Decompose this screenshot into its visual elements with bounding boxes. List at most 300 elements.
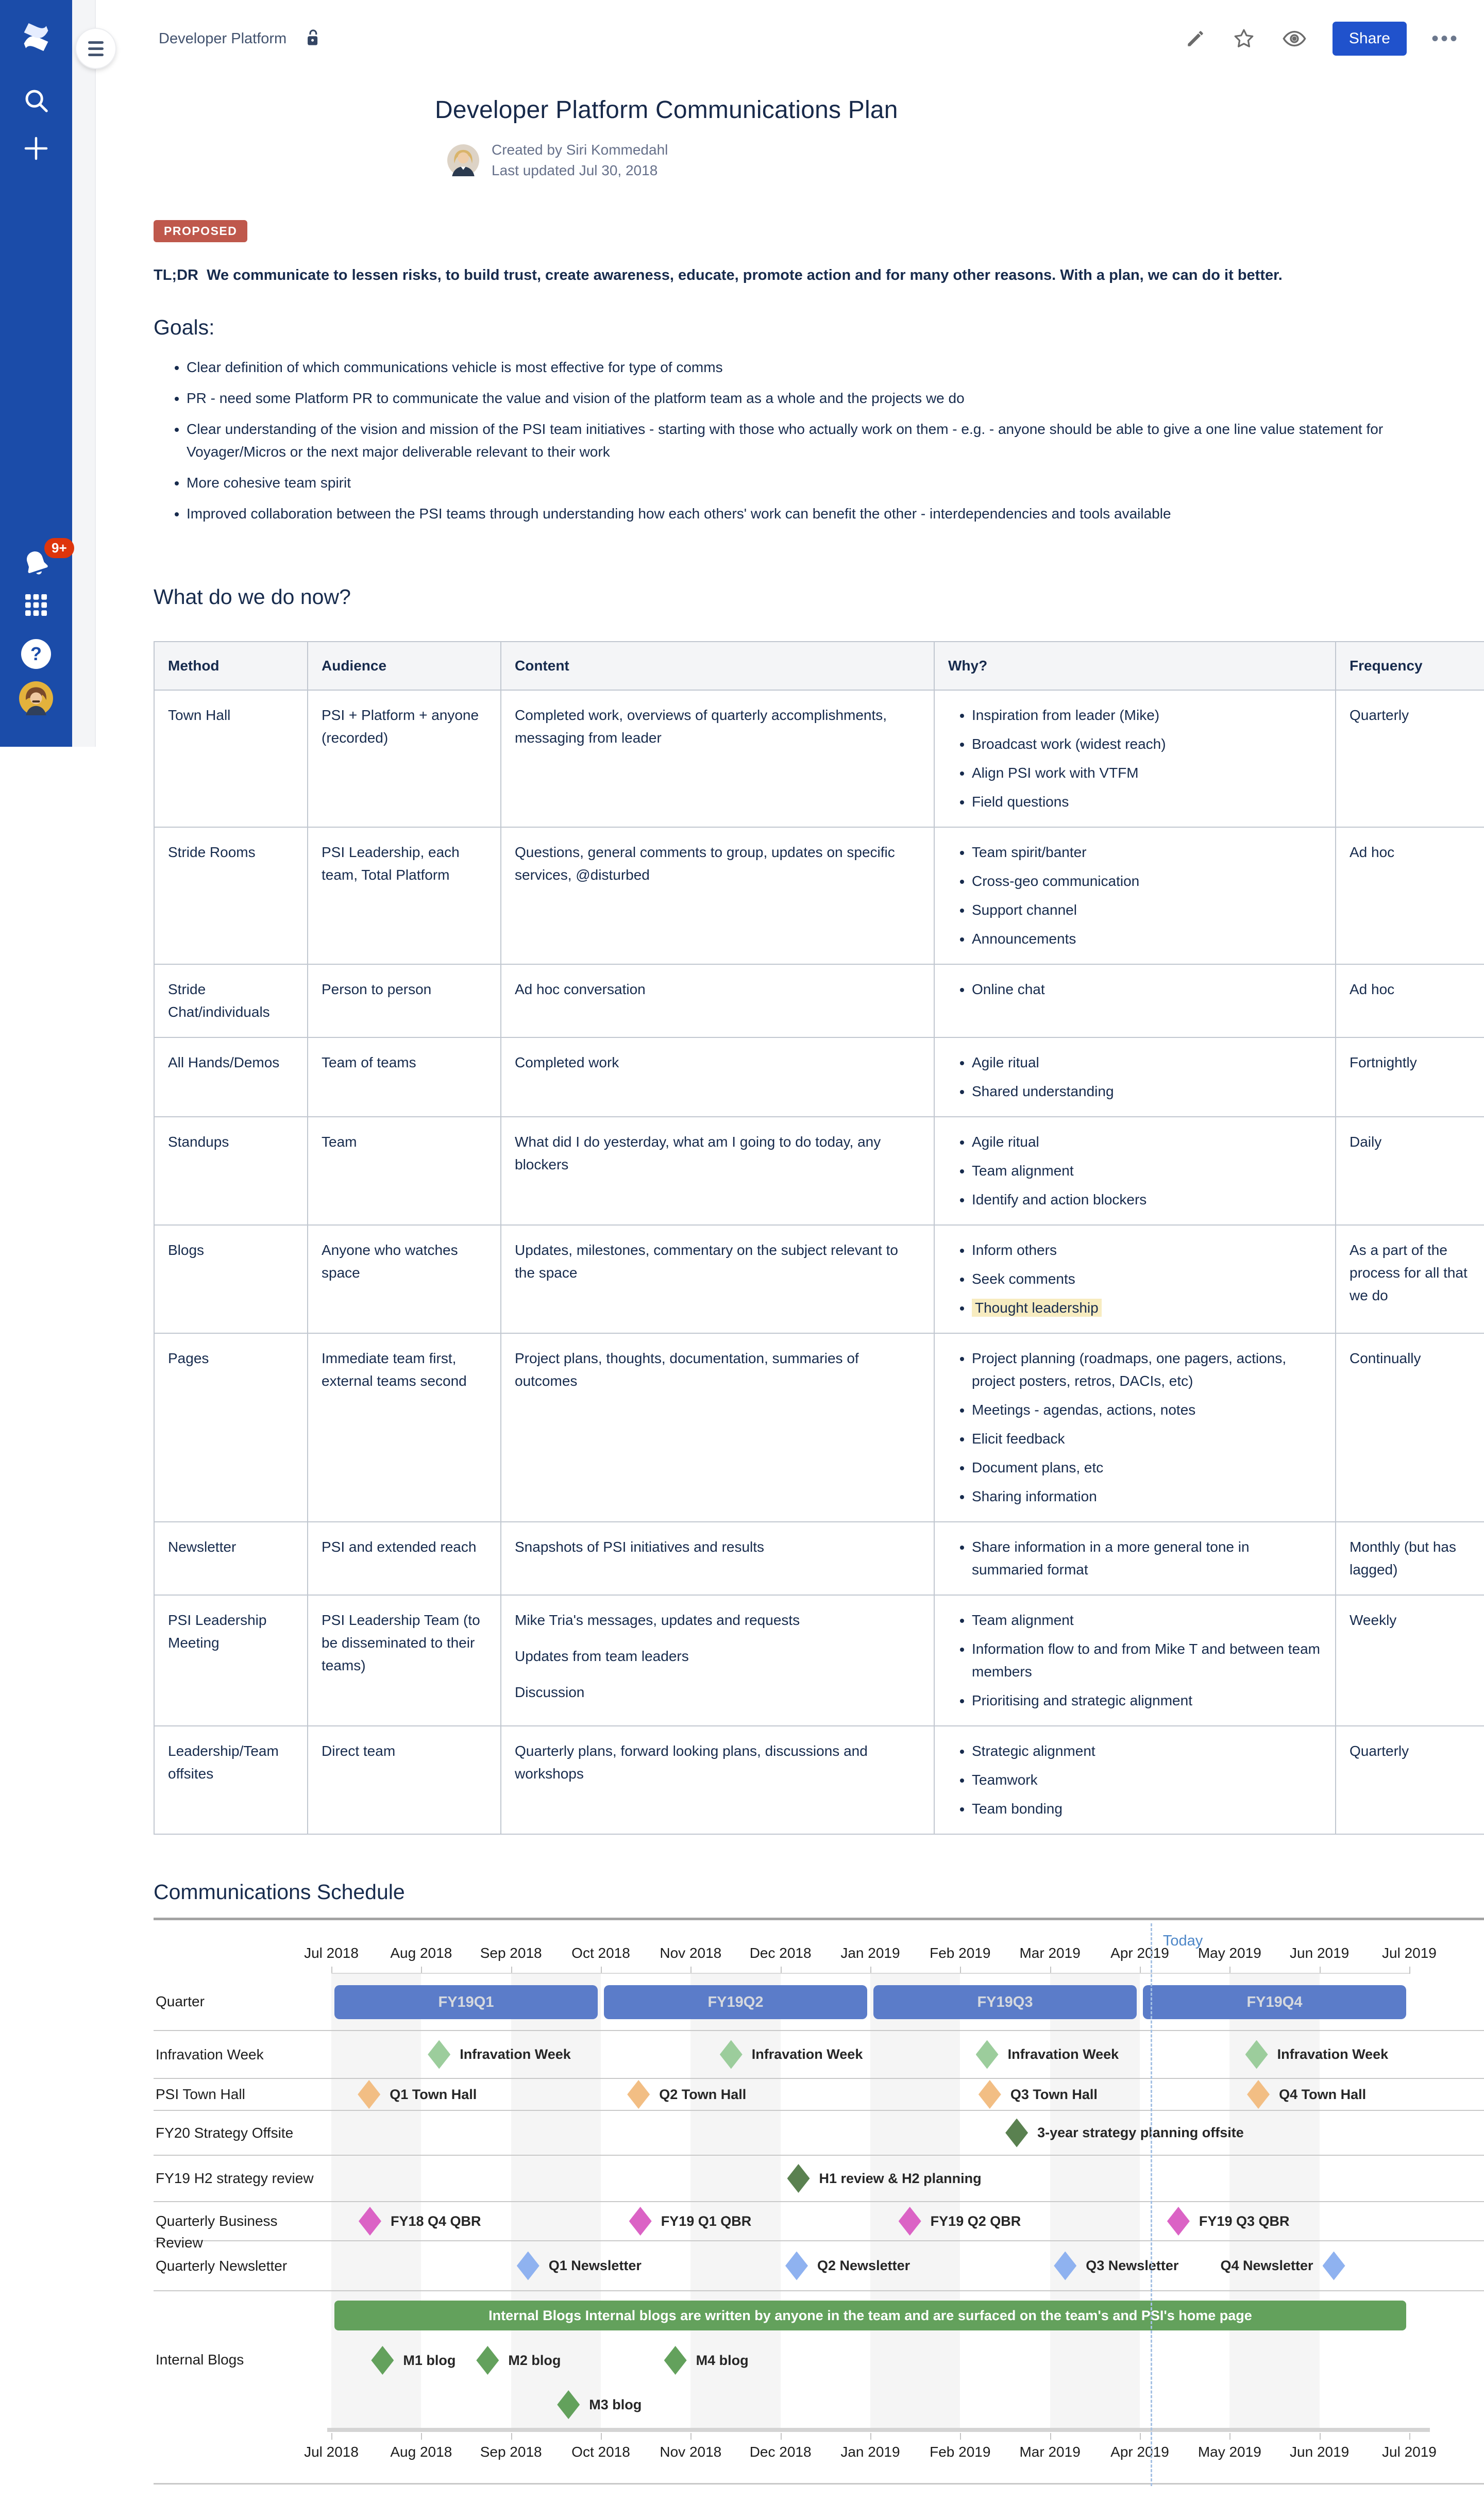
milestone-label: Q1 Newsletter xyxy=(548,2258,642,2273)
why-item: • Strategic alignment xyxy=(972,1740,1322,1763)
milestone-marker xyxy=(787,2164,982,2193)
table-row xyxy=(154,1522,1484,1595)
unlock-icon xyxy=(302,29,322,48)
why-item: • Project planning (roadmaps, one pagers, actions, project posters, retros, DACIs, etc) xyxy=(972,1347,1322,1392)
col-why: Why? xyxy=(934,642,1336,690)
cell-audience: PSI and extended reach xyxy=(308,1522,501,1595)
bottom-axis-tick xyxy=(1140,2433,1141,2440)
axis-month-label: Jul 2019 xyxy=(1382,1945,1437,1961)
milestone-label: Q3 Newsletter xyxy=(1086,2258,1179,2273)
milestone-marker xyxy=(371,2346,456,2375)
bottom-axis-tick xyxy=(511,2433,512,2440)
comms-table-body xyxy=(154,690,1484,1834)
bottom-axis-tick xyxy=(781,2433,782,2440)
sidebar-toggle-button[interactable] xyxy=(76,29,115,68)
create-plus-icon[interactable] xyxy=(0,133,72,164)
milestone-label: Infravation Week xyxy=(1277,2046,1389,2062)
cell-why xyxy=(934,1225,1336,1333)
milestone-label: Q2 Newsletter xyxy=(817,2258,910,2273)
milestone-marker xyxy=(476,2346,561,2375)
axis-month-label: Jul 2018 xyxy=(304,1945,359,1961)
why-item: • Information flow to and from Mike T and between team members xyxy=(972,1638,1322,1683)
why-item: • Identify and action blockers xyxy=(972,1188,1322,1211)
why-item: • Shared understanding xyxy=(972,1080,1322,1103)
milestone-diamond xyxy=(1245,2040,1268,2069)
bottom-axis-tick xyxy=(1409,2433,1410,2440)
milestone-diamond xyxy=(785,2252,808,2280)
milestone-diamond xyxy=(517,2252,539,2280)
axis-month-label: Jun 2019 xyxy=(1290,1945,1350,1961)
page-actions xyxy=(1184,22,1459,56)
why-item: • Sharing information xyxy=(972,1485,1322,1508)
cell-frequency: Weekly xyxy=(1336,1595,1484,1726)
quarter-bar-label: FY19Q2 xyxy=(707,1993,764,2010)
what-now-heading: What do we do now? xyxy=(154,585,351,609)
cell-audience: PSI Leadership Team (to be disseminated to their teams) xyxy=(308,1595,501,1726)
today-label: Today xyxy=(1162,1933,1203,1949)
cell-audience: Team xyxy=(308,1117,501,1225)
quarter-bar xyxy=(334,1985,598,2019)
chart-row-label: Quarterly Business Review xyxy=(156,2213,278,2251)
cell-why xyxy=(934,690,1336,827)
chart-row xyxy=(154,2079,1484,2111)
milestone-diamond xyxy=(1247,2080,1270,2109)
milestone-label: M2 blog xyxy=(508,2352,561,2368)
highlighted-text: Thought leadership xyxy=(972,1299,1102,1317)
axis-line xyxy=(331,1973,1409,1974)
why-item: • Support channel xyxy=(972,899,1322,921)
cell-content xyxy=(501,1037,934,1117)
tldr-label: TL;DR xyxy=(154,267,198,283)
axis-tick xyxy=(1409,1967,1410,1974)
bottom-axis-month-label: Sep 2018 xyxy=(480,2444,542,2460)
goal-item: • Improved collaboration between the PSI teams through understanding how each others' work can benefit the other - interdependencies and tools available xyxy=(187,502,1484,525)
content-paragraph: Snapshots of PSI initiatives and results xyxy=(515,1539,765,1555)
chart-row-label: Quarter xyxy=(156,1993,205,2009)
why-item: • Team bonding xyxy=(972,1798,1322,1820)
milestone-marker xyxy=(557,2390,642,2419)
why-list xyxy=(948,1131,1322,1211)
internal-blogs-bar-label: Internal Blogs Internal blogs are written by anyone in the team and are surfaced on the team's and PSI's home page xyxy=(488,2307,1252,2323)
cell-content xyxy=(501,690,934,827)
cell-content xyxy=(501,1522,934,1595)
bottom-axis-month-label: Aug 2018 xyxy=(390,2444,452,2460)
bottom-axis-month-label: Jun 2019 xyxy=(1290,2444,1350,2460)
why-list xyxy=(948,1051,1322,1103)
milestone-diamond xyxy=(627,2080,650,2109)
cell-content xyxy=(501,1726,934,1834)
milestone-marker xyxy=(1245,2040,1389,2069)
search-icon[interactable] xyxy=(0,87,72,114)
cell-audience: PSI Leadership, each team, Total Platform xyxy=(308,827,501,964)
quarter-bar xyxy=(604,1985,867,2019)
milestone-marker xyxy=(1247,2080,1366,2109)
milestone-diamond xyxy=(1054,2252,1076,2280)
cell-why xyxy=(934,964,1336,1037)
watch-eye-icon[interactable] xyxy=(1281,25,1308,52)
why-item: • Cross-geo communication xyxy=(972,870,1322,893)
table-row xyxy=(154,1117,1484,1225)
cell-why xyxy=(934,1595,1336,1726)
cell-content xyxy=(501,1595,934,1726)
milestone-marker xyxy=(428,2040,571,2069)
goals-heading: Goals: xyxy=(154,315,215,339)
milestone-diamond xyxy=(787,2164,810,2193)
cell-audience: Person to person xyxy=(308,964,501,1037)
chart-row xyxy=(154,2031,1484,2079)
confluence-logo-icon xyxy=(18,19,55,56)
milestone-marker xyxy=(629,2207,752,2236)
axis-month-label: Feb 2019 xyxy=(930,1945,991,1961)
cell-frequency: Quarterly xyxy=(1336,1726,1484,1834)
chart-row-label: FY19 H2 strategy review xyxy=(156,2170,314,2186)
bottom-axis-month-label: Apr 2019 xyxy=(1110,2444,1169,2460)
cell-content xyxy=(501,1333,934,1522)
user-avatar-image xyxy=(19,681,53,715)
cell-content xyxy=(501,964,934,1037)
axis-month-label: May 2019 xyxy=(1198,1945,1261,1961)
cell-method: Blogs xyxy=(154,1225,308,1333)
share-button[interactable]: Share xyxy=(1333,22,1407,56)
today-line xyxy=(1151,1923,1152,2486)
col-frequency: Frequency xyxy=(1336,642,1484,690)
milestone-marker xyxy=(664,2346,749,2375)
cell-audience: PSI + Platform + anyone (recorded) xyxy=(308,690,501,827)
why-item: • Team alignment xyxy=(972,1160,1322,1182)
why-item: • Seek comments xyxy=(972,1268,1322,1290)
milestone-label: Q1 Town Hall xyxy=(390,2086,477,2102)
col-audience: Audience xyxy=(308,642,501,690)
content-paragraph: Completed work, overviews of quarterly accomplishments, messaging from leader xyxy=(515,707,887,746)
why-item: • Align PSI work with VTFM xyxy=(972,762,1322,784)
why-item: • Team alignment xyxy=(972,1609,1322,1632)
main-area xyxy=(96,0,1484,2500)
cell-method: All Hands/Demos xyxy=(154,1037,308,1117)
milestone-label: M4 blog xyxy=(696,2352,749,2368)
milestone-label: Q4 Town Hall xyxy=(1279,2086,1367,2102)
milestone-label: FY19 Q1 QBR xyxy=(661,2213,752,2229)
milestone-marker xyxy=(358,2080,477,2109)
milestone-diamond xyxy=(476,2346,499,2375)
milestone-label: Q4 Newsletter xyxy=(1220,2258,1313,2273)
table-row xyxy=(154,1726,1484,1834)
milestone-marker xyxy=(979,2080,1098,2109)
table-row xyxy=(154,1037,1484,1117)
cell-audience: Immediate team first, external teams second xyxy=(308,1333,501,1522)
bottom-axis-tick xyxy=(960,2433,961,2440)
quarter-bar xyxy=(873,1985,1137,2019)
chart-rows xyxy=(154,1973,1484,2428)
table-row xyxy=(154,1595,1484,1726)
why-item: • Agile ritual xyxy=(972,1131,1322,1153)
comms-table-header xyxy=(154,642,1484,690)
milestone-label: 3-year strategy planning offsite xyxy=(1037,2125,1244,2140)
bottom-axis-month-label: Jul 2019 xyxy=(1382,2444,1437,2460)
milestone-label: Infravation Week xyxy=(751,2046,863,2062)
cell-audience: Team of teams xyxy=(308,1037,501,1117)
milestone-label: Q3 Town Hall xyxy=(1010,2086,1098,2102)
milestone-marker xyxy=(720,2040,863,2069)
space-sidebar-collapsed xyxy=(72,0,96,747)
milestone-diamond xyxy=(899,2207,921,2236)
cell-frequency: Quarterly xyxy=(1336,690,1484,827)
chart-row xyxy=(154,2202,1484,2251)
content-paragraph: Updates from team leaders xyxy=(515,1648,689,1664)
goal-item: • Clear understanding of the vision and mission of the PSI team initiatives - starting with those who actually work on them - e.g. - anyone should be able to give a one line value statement for Voyager/Micros or the next major deliverable relevant to their work xyxy=(187,418,1484,463)
milestone-label: Infravation Week xyxy=(460,2046,571,2062)
cell-why xyxy=(934,1117,1336,1225)
milestone-diamond xyxy=(428,2040,450,2069)
cell-frequency: Ad hoc xyxy=(1336,964,1484,1037)
page-bottom-space xyxy=(154,2485,1484,2500)
content-paragraph: Completed work xyxy=(515,1054,619,1070)
cell-content xyxy=(501,1225,934,1333)
bottom-axis-month-label: Nov 2018 xyxy=(660,2444,722,2460)
content-paragraph: What did I do yesterday, what am I going to do today, any blockers xyxy=(515,1134,881,1172)
notifications-badge: 9+ xyxy=(44,538,74,558)
bottom-axis-tick xyxy=(1050,2433,1051,2440)
why-item: • Teamwork xyxy=(972,1769,1322,1791)
goal-item: • Clear definition of which communications vehicle is most effective for type of comms xyxy=(187,356,1484,379)
milestone-label: M1 blog xyxy=(403,2352,456,2368)
why-item: • Agile ritual xyxy=(972,1051,1322,1074)
chart-row xyxy=(154,2241,1484,2291)
cell-why xyxy=(934,1522,1336,1595)
cell-method: Pages xyxy=(154,1333,308,1522)
milestone-label: Q2 Town Hall xyxy=(659,2086,747,2102)
cell-audience: Anyone who watches space xyxy=(308,1225,501,1333)
milestone-diamond xyxy=(976,2040,999,2069)
goal-item: • More cohesive team spirit xyxy=(187,472,1484,494)
milestone-marker xyxy=(517,2252,642,2280)
chart-row xyxy=(154,2156,1484,2202)
status-badge: PROPOSED xyxy=(154,220,247,242)
goal-item: • PR - need some Platform PR to communicate the value and vision of the platform team as a whole and the projects we do xyxy=(187,387,1484,410)
milestone-label: FY19 Q3 QBR xyxy=(1199,2213,1290,2229)
quarter-bar-label: FY19Q1 xyxy=(438,1993,494,2010)
schedule-heading: Communications Schedule xyxy=(154,1880,405,1904)
app-switcher-grid-icon[interactable] xyxy=(0,591,72,619)
bottom-axis-tick xyxy=(421,2433,422,2440)
content-paragraph: Mike Tria's messages, updates and requests xyxy=(515,1612,800,1628)
axis-month-label: Oct 2018 xyxy=(571,1945,630,1961)
why-item: • Online chat xyxy=(972,978,1322,1001)
col-method: Method xyxy=(154,642,308,690)
table-row xyxy=(154,827,1484,964)
why-item: • Field questions xyxy=(972,791,1322,813)
why-list xyxy=(948,1239,1322,1319)
table-row xyxy=(154,1333,1484,1522)
communications-schedule-chart xyxy=(154,1918,1484,2485)
bottom-axis-tick xyxy=(1320,2433,1321,2440)
table-row xyxy=(154,1225,1484,1333)
milestone-diamond xyxy=(629,2207,652,2236)
tldr-line xyxy=(154,264,1484,287)
app-sidebar xyxy=(0,0,72,747)
chart-row-label: Infravation Week xyxy=(156,2046,264,2062)
bottom-axis-month-label: Jan 2019 xyxy=(840,2444,900,2460)
bottom-axis-tick xyxy=(870,2433,871,2440)
cell-why xyxy=(934,827,1336,964)
cell-why xyxy=(934,1333,1336,1522)
milestone-label: FY19 Q2 QBR xyxy=(930,2213,1021,2229)
byline xyxy=(447,140,1484,181)
cell-method: Stride Rooms xyxy=(154,827,308,964)
content-paragraph: Discussion xyxy=(515,1684,585,1700)
table-row xyxy=(154,690,1484,827)
why-list xyxy=(948,1347,1322,1508)
why-list xyxy=(948,841,1322,950)
why-item xyxy=(972,1297,1322,1319)
quarter-bar-label: FY19Q3 xyxy=(977,1993,1033,2010)
quarter-bar-label: FY19Q4 xyxy=(1246,1993,1303,2010)
bottom-axis-tick xyxy=(331,2433,332,2440)
cell-method: Standups xyxy=(154,1117,308,1225)
page-toolbar xyxy=(96,0,1484,77)
axis-month-label: Dec 2018 xyxy=(749,1945,812,1961)
bottom-axis-month-label: May 2019 xyxy=(1198,2444,1261,2460)
milestone-marker xyxy=(359,2207,481,2236)
help-icon[interactable] xyxy=(0,639,72,669)
cell-frequency: Fortnightly xyxy=(1336,1037,1484,1117)
content-paragraph: Ad hoc conversation xyxy=(515,981,646,997)
axis-month-label: Nov 2018 xyxy=(660,1945,722,1961)
milestone-marker xyxy=(976,2040,1119,2069)
milestone-diamond xyxy=(1323,2252,1345,2280)
goals-list xyxy=(154,356,1484,525)
cell-content xyxy=(501,827,934,964)
content-paragraph: Updates, milestones, commentary on the subject relevant to the space xyxy=(515,1242,898,1281)
why-item: • Team spirit/banter xyxy=(972,841,1322,864)
page-title: Developer Platform Communications Plan xyxy=(435,96,898,124)
why-item: • Prioritising and strategic alignment xyxy=(972,1689,1322,1712)
milestone-marker xyxy=(899,2207,1021,2236)
bottom-axis-month-label: Jul 2018 xyxy=(304,2444,359,2460)
chart-row-label: PSI Town Hall xyxy=(156,2086,245,2102)
content-paragraph: Project plans, thoughts, documentation, summaries of outcomes xyxy=(515,1350,859,1389)
milestone-diamond xyxy=(358,2080,380,2109)
why-item: • Announcements xyxy=(972,928,1322,950)
byline-created: Created by Siri Kommedahl xyxy=(492,142,668,158)
cell-frequency: Monthly (but has lagged) xyxy=(1336,1522,1484,1595)
byline-updated: Last updated Jul 30, 2018 xyxy=(492,162,658,178)
user-avatar[interactable] xyxy=(0,681,72,715)
cell-method: Town Hall xyxy=(154,690,308,827)
chart-row xyxy=(154,2111,1484,2156)
milestone-marker xyxy=(1054,2252,1178,2280)
favorite-star-icon[interactable] xyxy=(1232,26,1256,51)
bottom-axis-month-label: Oct 2018 xyxy=(571,2444,630,2460)
why-list xyxy=(948,704,1322,813)
milestone-label: M3 blog xyxy=(589,2396,642,2412)
axis-month-label: Mar 2019 xyxy=(1019,1945,1081,1961)
milestone-marker xyxy=(1005,2119,1244,2147)
content-paragraph: Quarterly plans, forward looking plans, discussions and workshops xyxy=(515,1743,868,1782)
why-item: • Share information in a more general tone in summaried format xyxy=(972,1536,1322,1581)
confluence-logo[interactable] xyxy=(0,19,72,56)
axis-month-label: Apr 2019 xyxy=(1110,1945,1169,1961)
internal-blogs-bar xyxy=(334,2301,1406,2330)
tldr-text: We communicate to lessen risks, to build trust, create awareness, educate, promote action and for many other reasons. With a plan, we can do it better. xyxy=(207,267,1283,283)
bottom-axis-tick xyxy=(690,2433,692,2440)
bottom-axis-month-label: Dec 2018 xyxy=(749,2444,812,2460)
milestone-diamond xyxy=(1167,2207,1190,2236)
cell-frequency: Ad hoc xyxy=(1336,827,1484,964)
cell-audience: Direct team xyxy=(308,1726,501,1834)
cell-method: Newsletter xyxy=(154,1522,308,1595)
why-list xyxy=(948,1740,1322,1820)
title-block xyxy=(435,96,1484,181)
milestone-marker xyxy=(785,2252,910,2280)
breadcrumb[interactable]: Developer Platform xyxy=(159,30,287,47)
chart-row-label: Quarterly Newsletter xyxy=(156,2257,288,2274)
cell-why xyxy=(934,1037,1336,1117)
milestone-diamond xyxy=(359,2207,381,2236)
bottom-axis-month-label: Feb 2019 xyxy=(930,2444,991,2460)
why-item: • Inform others xyxy=(972,1239,1322,1262)
why-item: • Inspiration from leader (Mike) xyxy=(972,704,1322,727)
axis-month-label: Aug 2018 xyxy=(390,1945,452,1961)
chart-row-label: FY20 Strategy Offsite xyxy=(156,2124,294,2141)
milestone-diamond xyxy=(720,2040,743,2069)
milestone-marker xyxy=(1220,2252,1345,2280)
axis-month-label: Sep 2018 xyxy=(480,1945,542,1961)
author-avatar[interactable] xyxy=(447,144,479,176)
cell-method: Leadership/Team offsites xyxy=(154,1726,308,1834)
col-content: Content xyxy=(501,642,934,690)
milestone-marker xyxy=(1167,2207,1290,2236)
chart-row-label: Internal Blogs xyxy=(156,2351,244,2368)
bottom-axis-tick xyxy=(1229,2433,1230,2440)
chart-row xyxy=(154,2291,1484,2428)
cell-method: PSI Leadership Meeting xyxy=(154,1595,308,1726)
why-item: • Broadcast work (widest reach) xyxy=(972,733,1322,756)
milestone-diamond xyxy=(371,2346,394,2375)
bottom-axis-tick xyxy=(601,2433,602,2440)
why-list xyxy=(948,1536,1322,1581)
milestone-diamond xyxy=(1005,2119,1028,2147)
cell-why xyxy=(934,1726,1336,1834)
axis-month-label: Jan 2019 xyxy=(840,1945,900,1961)
cell-method: Stride Chat/individuals xyxy=(154,964,308,1037)
edit-pencil-icon[interactable] xyxy=(1184,27,1207,50)
bottom-axis-month-label: Mar 2019 xyxy=(1019,2444,1081,2460)
bottom-axis-bar xyxy=(327,2428,1430,2432)
cell-content xyxy=(501,1117,934,1225)
why-list xyxy=(948,1609,1322,1712)
page-content xyxy=(154,181,1484,2500)
why-list xyxy=(948,978,1322,1001)
cell-frequency: Daily xyxy=(1336,1117,1484,1225)
milestone-label: Infravation Week xyxy=(1007,2046,1119,2062)
more-actions-icon[interactable]: ••• xyxy=(1431,27,1459,50)
milestone-marker xyxy=(627,2080,746,2109)
table-row xyxy=(154,964,1484,1037)
chart-row xyxy=(154,1973,1484,2031)
content-paragraph: Questions, general comments to group, updates on specific services, @disturbed xyxy=(515,844,895,883)
milestone-label: H1 review & H2 planning xyxy=(819,2170,982,2186)
cell-frequency: As a part of the process for all that we do xyxy=(1336,1225,1484,1333)
milestone-diamond xyxy=(557,2390,580,2419)
quarter-bar xyxy=(1143,1985,1406,2019)
comms-table xyxy=(154,641,1484,1835)
why-item: • Document plans, etc xyxy=(972,1456,1322,1479)
help-question-glyph: ? xyxy=(21,639,51,669)
why-item: • Elicit feedback xyxy=(972,1428,1322,1450)
milestone-diamond xyxy=(664,2346,687,2375)
cell-frequency: Continually xyxy=(1336,1333,1484,1522)
why-item: • Meetings - agendas, actions, notes xyxy=(972,1399,1322,1421)
